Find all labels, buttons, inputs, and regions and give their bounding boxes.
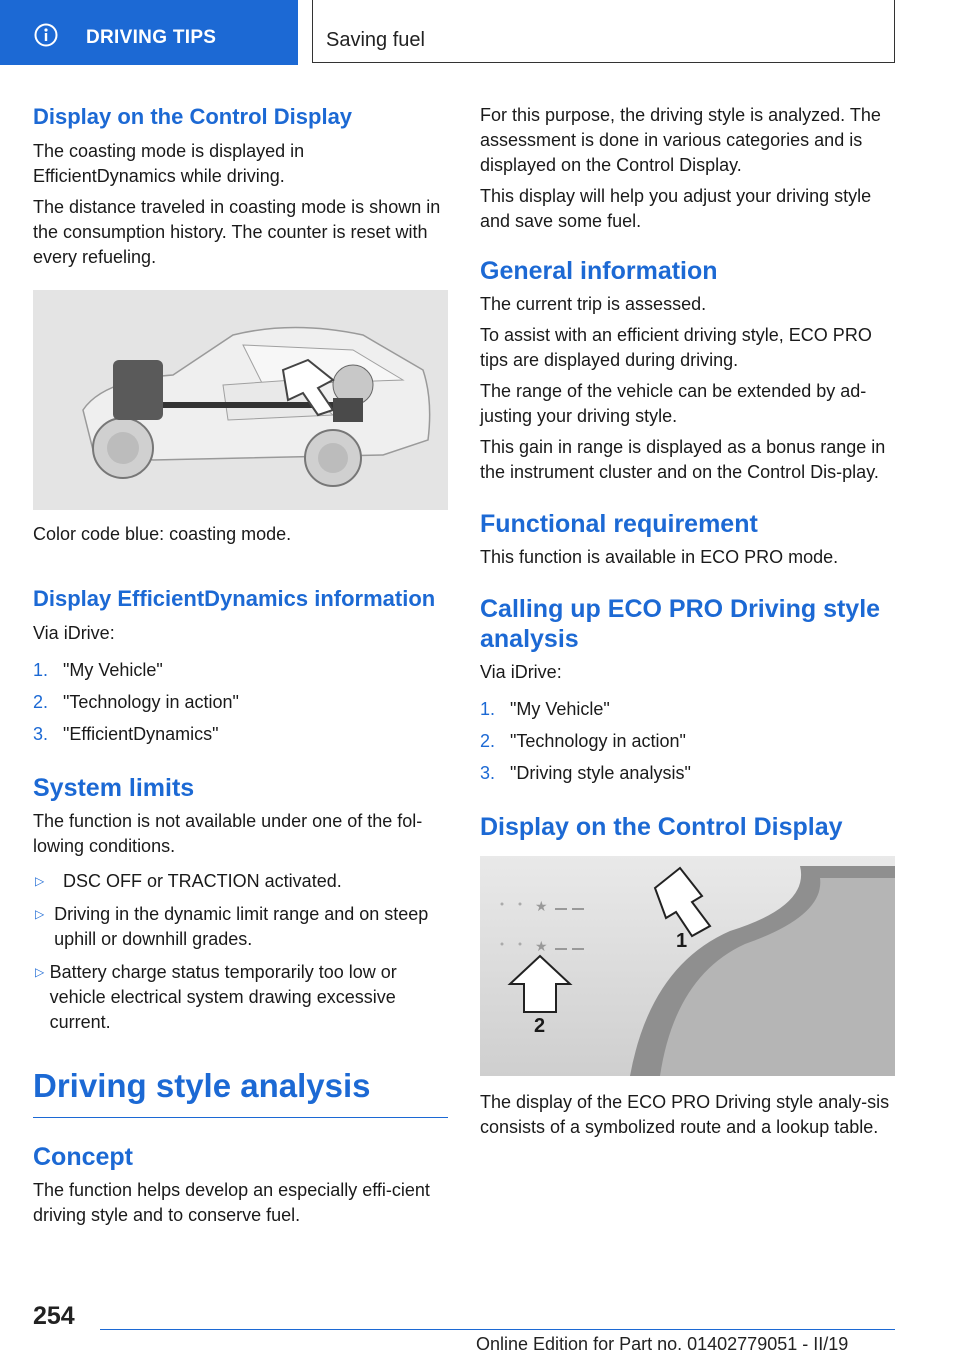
- list-item: 3. "EfficientDynamics": [33, 724, 219, 744]
- heading-functional-requirement: Functional requirement: [480, 510, 758, 538]
- svg-text:★: ★: [535, 898, 548, 914]
- paragraph: The current trip is assessed.: [480, 294, 707, 314]
- edition-text: Online Edition for Part no. 01402779051 - II/19: [476, 1334, 849, 1354]
- heading-system-limits: System limits: [33, 774, 195, 802]
- page-number: 254: [33, 1302, 75, 1330]
- section-rule: [33, 1117, 448, 1118]
- paragraph: The range of the vehicle can be extended by ad-justing your driving style.: [480, 381, 867, 426]
- list-item: 1. "My Vehicle": [480, 699, 610, 719]
- list-item: 1. "My Vehicle": [33, 660, 163, 680]
- paragraph: This function is available in ECO PRO mode.: [480, 547, 839, 567]
- info-icon: [34, 23, 58, 47]
- paragraph: Via iDrive:: [480, 662, 562, 682]
- topic-title: Saving fuel: [326, 29, 425, 51]
- coasting-car-illustration: [33, 290, 448, 510]
- paragraph: This display will help you adjust your driving style and save some fuel.: [480, 186, 872, 231]
- heading-driving-style-analysis: Driving style analysis: [33, 1067, 371, 1104]
- left-column: [33, 103, 448, 1228]
- paragraph: The function is not available under one of the fol-lowing conditions.: [33, 811, 423, 856]
- steps-list: [33, 658, 448, 747]
- paragraph: For this purpose, the driving style is analyzed. The assessment is done in various categories and is displayed on the Control Display.: [480, 105, 881, 175]
- svg-text:★: ★: [535, 938, 548, 954]
- right-column: [480, 103, 895, 1140]
- paragraph: The function helps develop an especially effi-cient driving style and to conserve fuel.: [33, 1180, 430, 1225]
- paragraph: The coasting mode is displayed in EfficientDynamics while driving.: [33, 141, 305, 186]
- chapter-title: DRIVING TIPS: [86, 27, 217, 48]
- heading-efficientdynamics: Display EfficientDynamics information: [33, 586, 436, 611]
- list-item: ▷ Driving in the dynamic limit range and on steep uphill or downhill grades.: [33, 902, 448, 952]
- figure-caption: Color code blue: coasting mode.: [33, 524, 292, 544]
- list-item: ▷ Battery charge status temporarily too low or vehicle electrical system drawing excessive current.: [33, 960, 448, 1035]
- list-item: 3. "Driving style analysis": [480, 763, 691, 783]
- figure-label-2: 2: [534, 1015, 546, 1037]
- figure-label-1: 1: [676, 930, 688, 952]
- paragraph: The distance traveled in coasting mode is shown in the consumption history. The counter is reset with every refueling.: [33, 197, 441, 267]
- limits-list: [33, 869, 448, 1035]
- paragraph: To assist with an efficient driving style, ECO PRO tips are displayed during driving.: [480, 325, 872, 370]
- triangle-bullet-icon: ▷: [35, 907, 45, 921]
- paragraph: Via iDrive:: [33, 623, 115, 643]
- heading-general-information: General information: [480, 257, 718, 285]
- list-item: ▷ DSC OFF or TRACTION activated.: [33, 869, 448, 894]
- steps-list: [480, 697, 895, 786]
- heading-display-control-2: Display on the Control Display: [480, 813, 843, 841]
- paragraph: This gain in range is displayed as a bonus range in the instrument cluster and on the Control Dis-play.: [480, 437, 886, 482]
- heading-calling-up: Calling up ECO PRO Driving style analysis: [480, 595, 881, 653]
- triangle-bullet-icon: ▷: [35, 874, 45, 888]
- driving-style-display-illustration: [480, 856, 895, 1076]
- list-item: 2. "Technology in action": [480, 731, 686, 751]
- heading-display-control: Display on the Control Display: [33, 104, 353, 129]
- heading-concept: Concept: [33, 1143, 133, 1171]
- footer-rule: [100, 1329, 895, 1330]
- paragraph: The display of the ECO PRO Driving style analy-sis consists of a symbolized route and a lookup table.: [480, 1092, 890, 1137]
- triangle-bullet-icon: ▷: [35, 965, 45, 979]
- list-item: 2. "Technology in action": [33, 692, 239, 712]
